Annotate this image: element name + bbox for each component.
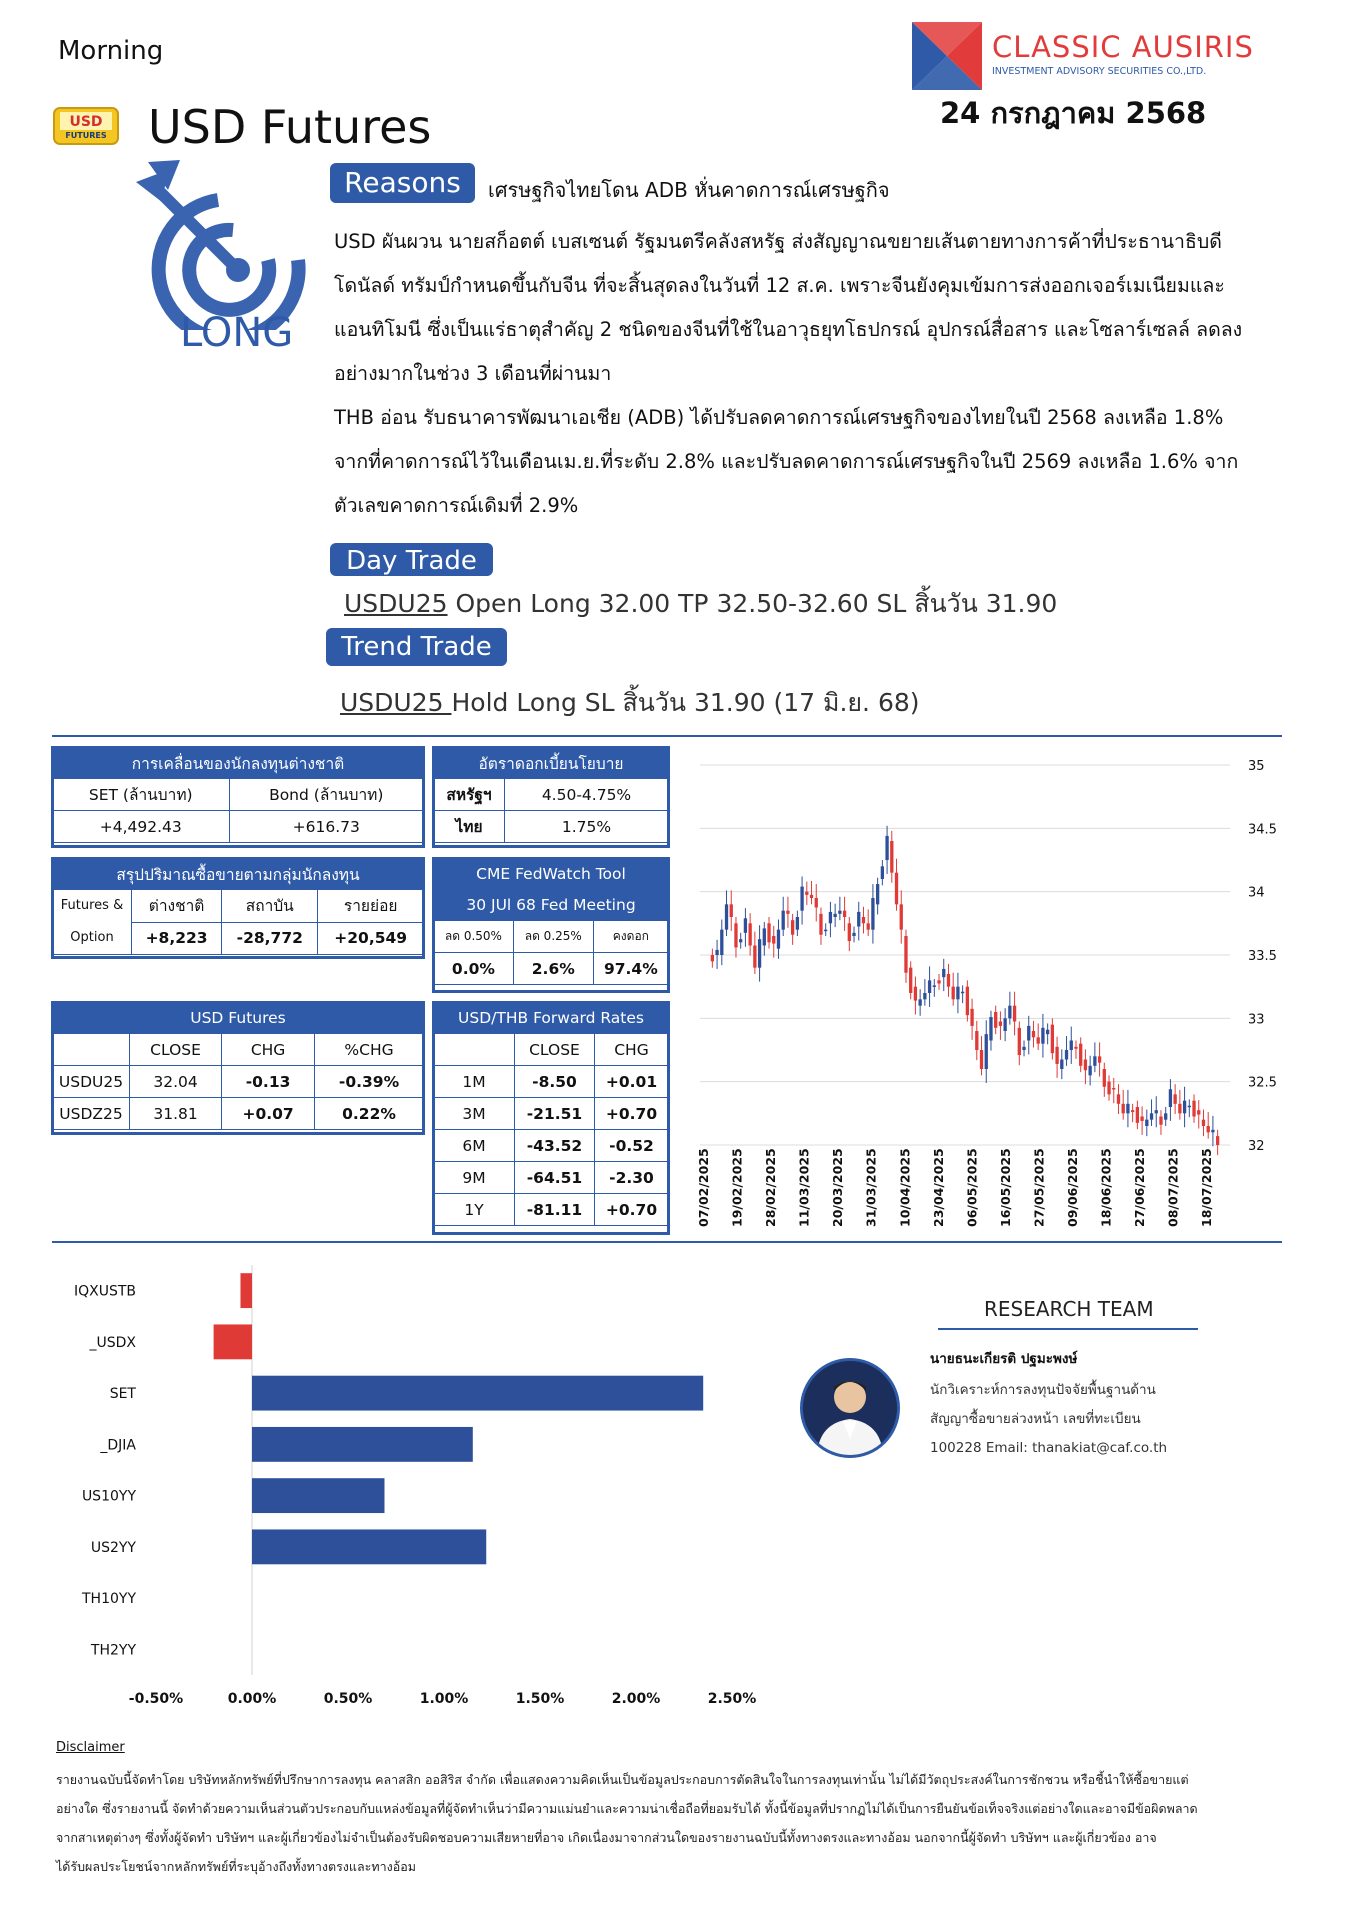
candle xyxy=(1155,1110,1158,1113)
session-label: Morning xyxy=(58,36,164,66)
analyst-line: สัญญาซื้อขายล่วงหน้า เลขที่ทะเบียน xyxy=(930,1411,1141,1427)
investor-header: สถาบัน xyxy=(222,890,318,923)
category-label: IQXUSTB xyxy=(73,1283,136,1300)
forward-rates-table xyxy=(433,1002,669,1226)
investor-row-label xyxy=(53,890,132,955)
futures-chg: +0.07 xyxy=(222,1098,315,1130)
candle xyxy=(895,873,898,905)
candle xyxy=(1122,1104,1125,1114)
disclaimer-title: Disclaimer xyxy=(56,1740,125,1755)
category-label: US2YY xyxy=(90,1539,136,1556)
x-tick-label: 0.50% xyxy=(323,1691,373,1707)
candle xyxy=(1131,1110,1134,1112)
investor-summary-title: สรุปปริมาณซื้อขายตามกลุ่มนักลงทุน xyxy=(53,859,424,890)
disclaimer-body xyxy=(56,1765,1296,1881)
reasons-headline: เศรษฐกิจไทยโดน ADB หั่นคาดการณ์เศรษฐกิจ xyxy=(488,178,890,202)
candle xyxy=(1145,1120,1148,1126)
interest-rate-table xyxy=(433,747,669,843)
forward-header: CLOSE xyxy=(515,1034,595,1066)
fedwatch-table xyxy=(433,858,669,985)
forward-tenor: 1Y xyxy=(434,1194,515,1226)
candle xyxy=(796,917,799,930)
candle xyxy=(867,923,870,929)
candle xyxy=(800,887,803,911)
fedwatch-value: 97.4% xyxy=(593,953,668,985)
category-label: TH10YY xyxy=(82,1591,136,1608)
candle xyxy=(824,930,827,932)
bar xyxy=(252,1529,486,1564)
candle xyxy=(947,974,950,987)
rate-value: 4.50-4.75% xyxy=(505,779,669,811)
candle xyxy=(739,939,742,942)
candle xyxy=(1164,1113,1167,1119)
candle xyxy=(848,923,851,941)
candle xyxy=(753,946,756,968)
company-logo xyxy=(912,22,982,90)
investor-value: -28,772 xyxy=(222,922,318,955)
forward-tenor: 9M xyxy=(434,1162,515,1194)
candle xyxy=(909,968,912,993)
x-tick-label: 20/03/2025 xyxy=(830,1148,846,1227)
candle xyxy=(999,1022,1002,1026)
candle xyxy=(1032,1031,1035,1037)
trend-trade-symbol: USDU25 xyxy=(340,688,452,717)
x-tick-label: 18/07/2025 xyxy=(1199,1148,1215,1227)
candle xyxy=(763,928,766,945)
candle xyxy=(1112,1088,1115,1090)
candle xyxy=(1117,1094,1120,1104)
candle xyxy=(1022,1047,1025,1050)
candle xyxy=(1088,1066,1091,1076)
candle xyxy=(1140,1117,1143,1121)
forward-close: -8.50 xyxy=(515,1066,595,1098)
y-tick-label: 34 xyxy=(1248,885,1265,901)
forward-chg: +0.01 xyxy=(594,1066,668,1098)
investor-header: ต่างชาติ xyxy=(132,890,222,923)
divider xyxy=(52,1241,1282,1243)
candle xyxy=(970,1009,973,1026)
candle xyxy=(767,923,770,942)
candle xyxy=(862,917,865,923)
foreign-flow-header: Bond (ล้านบาท) xyxy=(229,779,424,811)
candle xyxy=(933,985,936,987)
candle xyxy=(1008,1006,1011,1019)
forward-rates-title: USD/THB Forward Rates xyxy=(434,1003,669,1034)
foreign-flow-title: การเคลื่อนของนักลงทุนต่างชาติ xyxy=(53,748,424,779)
usd-futures-header: CHG xyxy=(222,1034,315,1066)
category-label: US10YY xyxy=(81,1488,136,1505)
candle xyxy=(1084,1060,1087,1071)
forward-chg: -2.30 xyxy=(594,1162,668,1194)
fedwatch-value: 2.6% xyxy=(513,953,593,985)
target-icon xyxy=(128,160,318,330)
candle xyxy=(1027,1026,1030,1041)
futures-chg: -0.13 xyxy=(222,1066,315,1098)
investor-header: รายย่อย xyxy=(318,890,424,923)
candle xyxy=(1079,1044,1082,1066)
candle xyxy=(1216,1136,1219,1145)
candle xyxy=(1188,1106,1191,1108)
x-tick-label: 09/06/2025 xyxy=(1065,1148,1081,1227)
candle xyxy=(985,1034,988,1069)
candle xyxy=(730,904,733,917)
day-trade-line xyxy=(344,584,1057,624)
candle xyxy=(885,836,888,860)
candle xyxy=(975,1031,978,1050)
candle xyxy=(989,1017,992,1040)
x-tick-label: 27/06/2025 xyxy=(1132,1148,1148,1227)
futures-close: 31.81 xyxy=(130,1098,222,1130)
category-label: _DJIA xyxy=(100,1437,136,1454)
reasons-line: USD ผันผวน นายสก็อตต์ เบสเซนต์ รัฐมนตรีคลังสหรัฐ ส่งสัญญาณขยายเส้นตายทางการค้าที่ประธานาธิบดี xyxy=(334,230,1222,253)
candle xyxy=(744,918,747,933)
x-tick-label: 19/02/2025 xyxy=(729,1148,745,1227)
market-change-bar-chart xyxy=(52,1265,772,1720)
forward-tenor: 1M xyxy=(434,1066,515,1098)
candle xyxy=(952,987,955,1000)
candle xyxy=(980,1050,983,1069)
candle xyxy=(890,841,893,873)
fedwatch-header: ลด 0.25% xyxy=(513,921,593,953)
trend-trade-text: Hold Long SL สิ้นวัน 31.90 (17 มิ.ย. 68) xyxy=(451,688,920,717)
candle xyxy=(994,1012,997,1028)
candle xyxy=(777,930,780,949)
candle xyxy=(1192,1101,1195,1117)
candle xyxy=(1013,1006,1016,1022)
forward-chg: +0.70 xyxy=(594,1194,668,1226)
bar xyxy=(240,1273,252,1308)
candle xyxy=(833,914,836,917)
analyst-avatar xyxy=(800,1358,900,1458)
usd-futures-header: CLOSE xyxy=(130,1034,222,1066)
category-label: SET xyxy=(109,1386,136,1403)
x-tick-label: 27/05/2025 xyxy=(1031,1148,1047,1227)
candle xyxy=(918,999,921,1005)
fedwatch-header: คงดอก xyxy=(593,921,668,953)
research-team-title: RESEARCH TEAM xyxy=(984,1297,1154,1321)
candle xyxy=(1055,1047,1058,1064)
disclaimer-line: จากสาเหตุต่างๆ ซึ่งทั้งผู้จัดทำ บริษัทฯ และผู้เกี่ยวข้องไม่จำเป็นต้องรับผิดชอบความเสียหายที่อาจ เกิดเนื่องมาจากส่วนใดของรายงานฉบับนี้ทั้งทางตรงและทางอ้อม นอกจากนี้ผู้จัดทำ บริษัทฯ และผู้เกี่ยวข้อง อาจ xyxy=(56,1830,1157,1845)
y-tick-label: 34.5 xyxy=(1248,822,1277,838)
bar xyxy=(252,1376,703,1411)
candle xyxy=(1046,1030,1049,1034)
candle xyxy=(1126,1104,1129,1114)
disclaimer-line: อย่างใด ซึ่งรายงานนี้ จัดทำด้วยความเห็นส่วนตัวประกอบกับแหล่งข้อมูลที่ผู้จัดทำเห็นว่ามีความแม่นยำและความน่าเชื่อถือที่ยอมรับได้ ทั้งนี้ข้อมูลที่ปรากฏไม่ได้เป็นการยืนยันข้อเท็จจริงแต่อย่างใดและอาจมีข้อผิดพลาด xyxy=(56,1801,1198,1816)
candle xyxy=(876,884,879,904)
reasons-line: แอนทิโมนี ซึ่งเป็นแร่ธาตุสำคัญ 2 ชนิดของจีนที่ใช้ในอาวุธยุทโธปกรณ์ อุปกรณ์สื่อสาร และโซลาร์เซลล์ ลดลง xyxy=(334,318,1243,341)
reasons-pill: Reasons xyxy=(330,163,475,203)
forward-tenor: 6M xyxy=(434,1130,515,1162)
futures-pct: -0.39% xyxy=(315,1066,424,1098)
x-tick-label: 10/04/2025 xyxy=(897,1148,913,1227)
candle xyxy=(871,898,874,930)
bar xyxy=(252,1427,473,1462)
candle xyxy=(829,912,832,923)
candle xyxy=(815,898,818,908)
day-trade-pill: Day Trade xyxy=(330,543,493,576)
candle xyxy=(748,923,751,945)
candle xyxy=(923,993,926,999)
analyst-line: 100228 Email: thanakiat@caf.co.th xyxy=(930,1440,1168,1456)
candle xyxy=(1178,1104,1181,1114)
x-tick-label: 18/06/2025 xyxy=(1098,1148,1114,1227)
forward-chg: +0.70 xyxy=(594,1098,668,1130)
rate-country: ไทย xyxy=(434,811,505,843)
analyst-line: นักวิเคราะห์การลงทุนปัจจัยพื้นฐานด้าน xyxy=(930,1382,1156,1398)
x-tick-label: 08/07/2025 xyxy=(1165,1148,1181,1227)
candle xyxy=(914,987,917,1001)
bar xyxy=(214,1324,252,1359)
x-tick-label: 28/02/2025 xyxy=(763,1148,779,1227)
candle xyxy=(1060,1060,1063,1070)
candle xyxy=(1098,1056,1101,1062)
rate-country: สหรัฐฯ xyxy=(434,779,505,811)
forward-chg: -0.52 xyxy=(594,1130,668,1162)
x-tick-label: 1.50% xyxy=(515,1691,565,1707)
disclaimer-line: ได้รับผลประโยชน์จากหลักทรัพย์ที่ระบุอ้างถึงทั้งทางตรงและทางอ้อม xyxy=(56,1859,416,1874)
candle xyxy=(937,980,940,983)
candle xyxy=(810,895,813,898)
day-trade-text: Open Long 32.00 TP 32.50-32.60 SL สิ้นวัน 31.90 xyxy=(447,589,1058,618)
candle xyxy=(1103,1069,1106,1087)
reasons-line: ตัวเลขคาดการณ์เดิมที่ 2.9% xyxy=(334,494,579,517)
candle xyxy=(1041,1028,1044,1044)
candle xyxy=(838,911,841,914)
candle xyxy=(819,914,822,935)
investor-value: +20,549 xyxy=(318,922,424,955)
analyst-name: นายธนะเกียรติ ปฐมะพงษ์ xyxy=(930,1351,1078,1367)
candle xyxy=(900,904,903,929)
futures-symbol: USDU25 xyxy=(53,1066,130,1098)
candle xyxy=(805,892,808,895)
candle xyxy=(961,992,964,994)
candle xyxy=(928,980,931,993)
candle xyxy=(1173,1094,1176,1104)
divider xyxy=(938,1328,1198,1330)
candle xyxy=(1183,1101,1186,1114)
forward-close: -43.52 xyxy=(515,1130,595,1162)
usd-futures-badge-icon xyxy=(52,104,120,148)
futures-pct: 0.22% xyxy=(315,1098,424,1130)
candle xyxy=(1037,1037,1040,1043)
candle xyxy=(715,950,718,955)
x-tick-label: 06/05/2025 xyxy=(964,1148,980,1227)
candle xyxy=(881,866,884,879)
company-subname: INVESTMENT ADVISORY SECURITIES CO.,LTD. xyxy=(992,66,1207,77)
x-tick-label: 23/04/2025 xyxy=(930,1148,946,1227)
candle xyxy=(843,911,846,917)
candle xyxy=(782,911,785,930)
fedwatch-subtitle: 30 JUl 68 Fed Meeting xyxy=(434,890,669,921)
category-label: _USDX xyxy=(89,1334,136,1351)
candle xyxy=(942,969,945,977)
category-label: TH2YY xyxy=(90,1642,136,1659)
candle xyxy=(857,912,860,927)
reasons-body xyxy=(334,220,1324,528)
page-title: USD Futures xyxy=(148,100,432,154)
candle xyxy=(1065,1050,1068,1060)
candle xyxy=(1211,1130,1214,1133)
x-tick-label: 16/05/2025 xyxy=(997,1148,1013,1227)
usd-futures-title: USD Futures xyxy=(53,1003,424,1034)
investor-row-label-1: Futures & xyxy=(60,898,124,913)
day-trade-symbol: USDU25 xyxy=(344,589,448,618)
candle xyxy=(956,987,959,1000)
candle xyxy=(791,920,794,935)
reasons-line: THB อ่อน รับธนาคารพัฒนาเอเชีย (ADB) ได้ปรับลดคาดการณ์เศรษฐกิจของไทยในปี 2568 ลงเหลือ 1.8% xyxy=(334,406,1224,429)
candle xyxy=(966,987,969,1016)
svg-text:USD: USD xyxy=(69,114,103,130)
investor-summary-table xyxy=(52,858,424,955)
svg-text:FUTURES: FUTURES xyxy=(65,131,107,140)
candle xyxy=(772,936,775,944)
candle xyxy=(1136,1107,1139,1123)
candle xyxy=(720,930,723,955)
reasons-line: จากที่คาดการณ์ไว้ในเดือนเม.ย.ที่ระดับ 2.8% และปรับลดคาดการณ์เศรษฐกิจในปี 2569 ลงเหลือ 1.6% จาก xyxy=(334,450,1239,473)
company-name: CLASSIC AUSIRIS xyxy=(992,30,1254,64)
candle xyxy=(852,933,855,936)
candle xyxy=(1018,1028,1021,1055)
usd-futures-table xyxy=(52,1002,424,1130)
fedwatch-header: ลด 0.50% xyxy=(434,921,514,953)
y-tick-label: 32.5 xyxy=(1248,1075,1277,1091)
x-tick-label: -0.50% xyxy=(128,1691,184,1707)
y-tick-label: 33 xyxy=(1248,1012,1265,1028)
candle xyxy=(758,939,761,968)
usd-futures-header: %CHG xyxy=(315,1034,424,1066)
x-tick-label: 07/02/2025 xyxy=(696,1148,711,1227)
interest-rate-title: อัตราดอกเบี้ยนโยบาย xyxy=(434,748,669,779)
bar xyxy=(252,1478,384,1513)
candle xyxy=(1202,1120,1205,1126)
reasons-line: อย่างมากในช่วง 3 เดือนที่ผ่านมา xyxy=(334,362,612,385)
trend-trade-pill: Trend Trade xyxy=(326,628,507,666)
candle xyxy=(1169,1089,1172,1107)
candle xyxy=(1051,1025,1054,1054)
x-tick-label: 31/03/2025 xyxy=(863,1148,879,1227)
candle xyxy=(711,955,714,961)
divider xyxy=(52,735,1282,737)
fedwatch-title: CME FedWatch Tool xyxy=(434,859,669,890)
foreign-flow-header: SET (ล้านบาท) xyxy=(53,779,230,811)
candle xyxy=(1197,1110,1200,1114)
y-tick-label: 33.5 xyxy=(1248,949,1277,964)
forward-close: -21.51 xyxy=(515,1098,595,1130)
x-tick-label: 2.50% xyxy=(707,1691,757,1707)
forward-close: -81.11 xyxy=(515,1194,595,1226)
candle xyxy=(1093,1056,1096,1066)
forward-tenor: 3M xyxy=(434,1098,515,1130)
candle xyxy=(1107,1082,1110,1095)
futures-symbol: USDZ25 xyxy=(53,1098,130,1130)
x-tick-label: 11/03/2025 xyxy=(796,1148,812,1227)
futures-close: 32.04 xyxy=(130,1066,222,1098)
fedwatch-value: 0.0% xyxy=(434,953,514,985)
report-date: 24 กรกฎาคม 2568 xyxy=(940,96,1207,130)
candle xyxy=(734,923,737,947)
disclaimer-line: รายงานฉบับนี้จัดทำโดย บริษัทหลักทรัพย์ที่ปรึกษาการลงทุน คลาสสิก ออสิริส จำกัด เพื่อแสดงความคิดเห็นเป็นข้อมูลประกอบการตัดสินใจในการลงทุนเท่านั้น ไม่ได้มีวัตถุประสงค์ในการชักชวน หรือชี้นำให้ซื้อขายแต่ xyxy=(56,1772,1189,1787)
candle xyxy=(1159,1117,1162,1125)
position-label: LONG xyxy=(180,310,294,356)
foreign-flow-value: +4,492.43 xyxy=(53,811,230,843)
foreign-flow-table xyxy=(52,747,424,843)
investor-row-label-2: Option xyxy=(70,930,114,945)
forward-header: CHG xyxy=(594,1034,668,1066)
candle xyxy=(1074,1047,1077,1049)
candle xyxy=(1150,1113,1153,1119)
investor-value: +8,223 xyxy=(132,922,222,955)
candle xyxy=(786,911,789,914)
usdthb-candlestick-chart xyxy=(690,745,1290,1235)
x-tick-label: 1.00% xyxy=(419,1691,469,1707)
rate-value: 1.75% xyxy=(505,811,669,843)
candle xyxy=(725,904,728,929)
x-tick-label: 0.00% xyxy=(227,1691,277,1707)
y-tick-label: 32 xyxy=(1248,1139,1265,1154)
x-tick-label: 2.00% xyxy=(611,1691,661,1707)
forward-close: -64.51 xyxy=(515,1162,595,1194)
trend-trade-line xyxy=(340,683,920,723)
y-tick-label: 35 xyxy=(1248,759,1265,774)
reasons-line: โดนัลด์ ทรัมป์กำหนดขึ้นกับจีน ที่จะสิ้นสุดลงในวันที่ 12 ส.ค. เพราะจีนยังคุมเข้มการส่งออกเจอร์เมเนียมและ xyxy=(334,274,1225,297)
candle xyxy=(1207,1126,1210,1132)
candle xyxy=(1003,1018,1006,1031)
foreign-flow-value: +616.73 xyxy=(229,811,424,843)
candle xyxy=(1070,1041,1073,1051)
candle xyxy=(904,936,907,973)
